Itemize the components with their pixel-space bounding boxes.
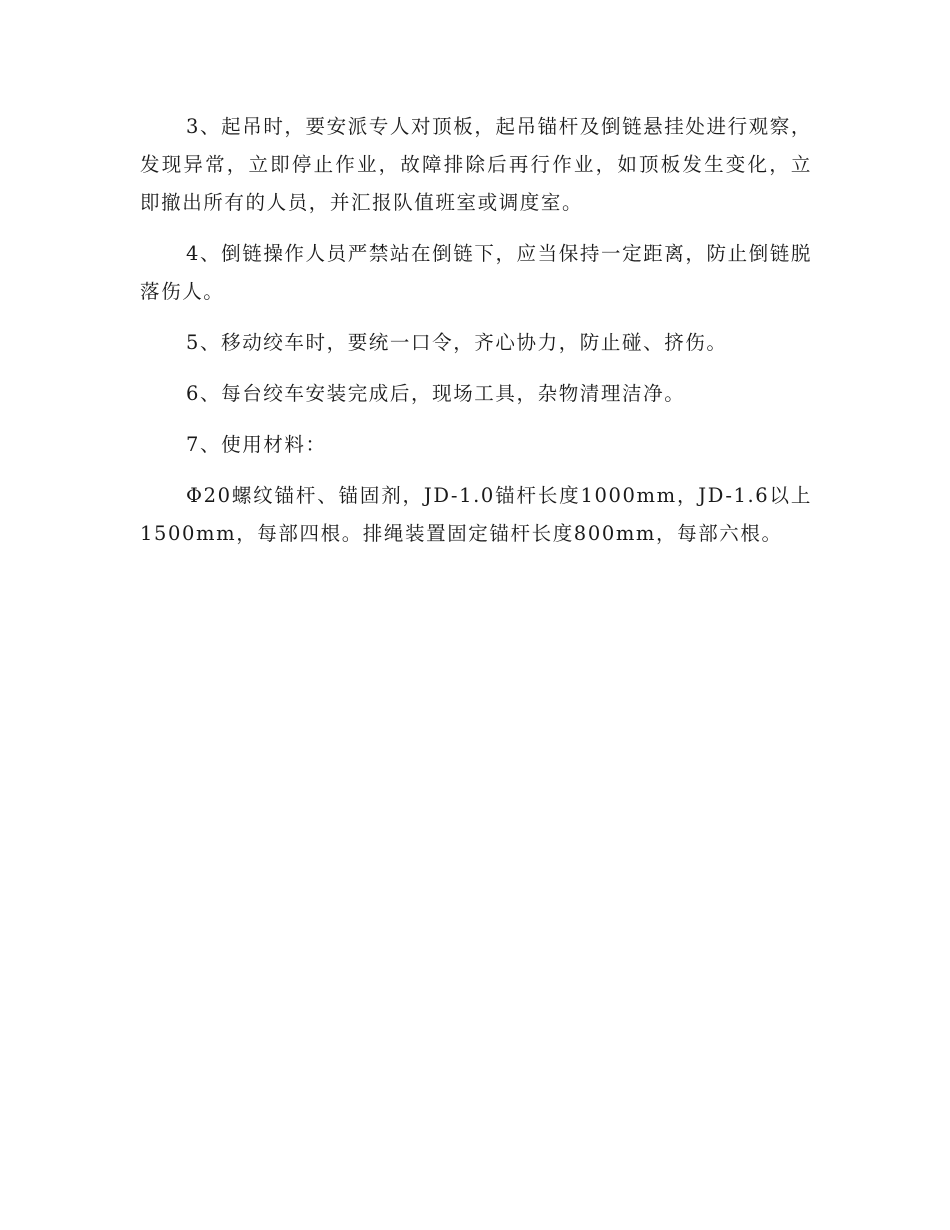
paragraph-materials-heading: 7、使用材料： [186, 433, 327, 456]
paragraph-observation: 3、起吊时，要安派专人对顶板，起吊锚杆及倒链悬挂处进行观察，发现异常，立即停止作业，故障排除后再行作业，如顶板发生变化，立即撤出所有的人员，并汇报队值班室或调度室。 [140, 115, 812, 214]
document-page [140, 108, 812, 566]
paragraph-materials-list: Φ20螺纹锚杆、锚固剂，JD-1.0锚杆长度1000mm，JD-1.6以上1500mm，每部四根。排绳装置固定锚杆长度800mm，每部六根。 [140, 484, 812, 545]
paragraph-chain-hoist-safety: 4、倒链操作人员严禁站在倒链下，应当保持一定距离，防止倒链脱落伤人。 [140, 242, 812, 303]
paragraph-moving-winch: 5、移动绞车时，要统一口令，齐心协力，防止碰、挤伤。 [186, 331, 728, 354]
paragraph-cleanup: 6、每台绞车安装完成后，现场工具，杂物清理洁净。 [186, 382, 686, 405]
